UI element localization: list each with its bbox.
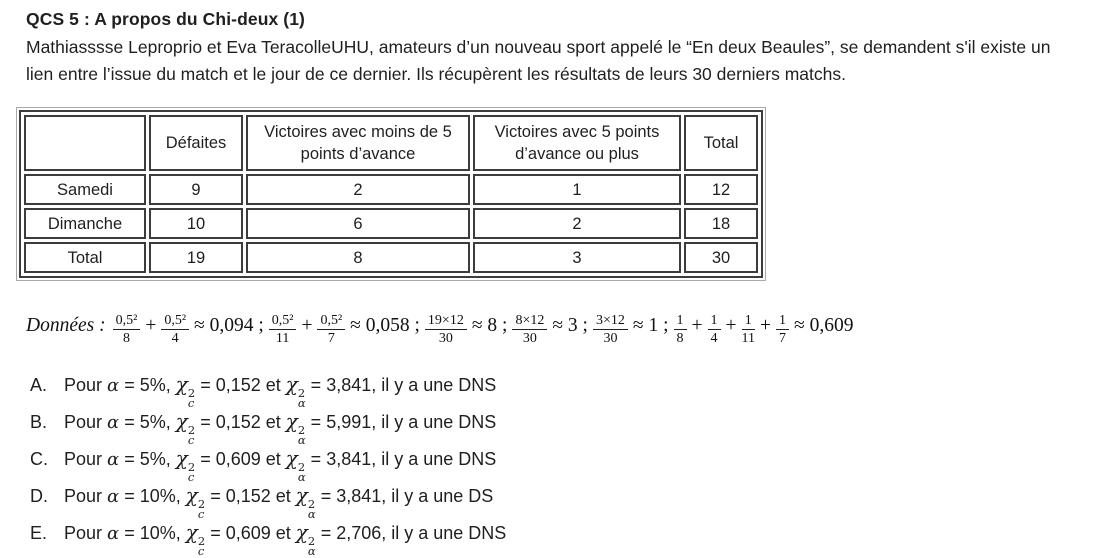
math-operator: ≈ 0,058 ; (350, 315, 420, 336)
math-operator: ≈ 0,609 (794, 315, 854, 336)
chi-squared-critical: χ 2 α (285, 372, 306, 410)
answer-option-d (26, 482, 1077, 519)
fraction: $\frac{1}{4}$ (708, 313, 721, 346)
data-formula-line (26, 313, 1077, 346)
option-conclusion: il y a une DS (391, 486, 494, 506)
table-cell: 2 (246, 174, 470, 205)
option-letter: A. (30, 375, 48, 395)
row-label: Dimanche (24, 208, 146, 239)
chi-squared-critical: χ 2 α (285, 409, 306, 447)
option-text: Pour α = 10%, χ 2 c = 0,609 et χ 2 α = 2,706, il y a une DNS (64, 520, 507, 558)
table-cell: 12 (684, 174, 758, 205)
math-operator: + (725, 315, 737, 336)
row-label: Samedi (24, 174, 146, 205)
math-operator: + (760, 315, 771, 336)
chi-squared-calculated: χ 2 c (185, 483, 206, 521)
alpha-symbol: α (107, 523, 120, 544)
option-text: Pour α = 5%, χ 2 c = 0,609 et χ 2 α = 3,841, il y a une DNS (64, 446, 497, 484)
table-cell: 10 (149, 208, 243, 239)
table-cell: 30 (684, 242, 758, 273)
fraction: $\frac{\text{0,5²}}{8}$ (113, 313, 141, 346)
contingency-table (19, 110, 763, 278)
table-header-row (24, 115, 758, 171)
math-operator: ≈ 8 ; (471, 315, 508, 336)
answer-option-c (26, 445, 1077, 482)
math-operator: + (301, 315, 313, 336)
math-operator: ≈ 3 ; (552, 315, 588, 336)
column-header-victoires-5-plus: Victoires avec 5 points d’avance ou plus (473, 115, 681, 171)
data-label: Données : (26, 315, 106, 336)
option-conclusion: il y a une DNS (391, 523, 507, 543)
option-text: Pour α = 5%, χ 2 c = 0,152 et χ 2 α = 3,841, il y a une DNS (64, 372, 497, 410)
column-header-victoires-moins-5: Victoires avec moins de 5 points d’avance (246, 115, 470, 171)
option-letter: E. (30, 523, 48, 543)
table-row-total (24, 242, 758, 273)
column-header-defaites: Défaites (149, 115, 243, 171)
answer-options (26, 371, 1077, 556)
fraction: $\frac{\text{0,5²}}{4}$ (161, 313, 189, 346)
contingency-table-frame (16, 107, 766, 281)
table-cell: 9 (149, 174, 243, 205)
chi-squared-critical: χ 2 α (295, 483, 316, 521)
corner-header-cell (24, 115, 146, 171)
fraction: $\frac{1}{7}$ (776, 313, 789, 346)
option-letter: B. (30, 412, 48, 432)
alpha-symbol: α (107, 486, 120, 507)
alpha-symbol: α (107, 412, 120, 433)
math-operator: ≈ 0,094 ; (194, 315, 264, 336)
math-operator: + (145, 315, 157, 336)
question-statement: Mathiasssse Leproprio et Eva TeracolleUHU, amateurs d’un nouveau sport appelé le “En deux Beaules”, se demandent s'il existe un lien entre l’issue du match et le jour de ce dernier. Ils récupèrent les résultats de leurs 30 derniers matchs. (26, 37, 1051, 84)
table-cell: 8 (246, 242, 470, 273)
chi-squared-critical: χ 2 α (285, 446, 306, 484)
fraction: $\frac{8\times 12}{30}$ (512, 313, 547, 346)
fraction: $\frac{3\times 12}{30}$ (593, 313, 628, 346)
alpha-symbol: α (107, 449, 120, 470)
option-letter: D. (30, 486, 48, 506)
option-text: Pour α = 5%, χ 2 c = 0,152 et χ 2 α = 5,991, il y a une DNS (64, 409, 497, 447)
alpha-symbol: α (107, 375, 120, 396)
option-conclusion: il y a une DNS (381, 412, 497, 432)
math-operator: + (691, 315, 703, 336)
chi-squared-critical: χ 2 α (295, 520, 316, 558)
table-cell: 2 (473, 208, 681, 239)
table-cell: 18 (684, 208, 758, 239)
answer-option-a (26, 371, 1077, 408)
table-cell: 6 (246, 208, 470, 239)
question-title: QCS 5 : A propos du Chi-deux (1) (26, 9, 305, 29)
table-cell: 3 (473, 242, 681, 273)
option-letter: C. (30, 449, 48, 469)
table-cell: 1 (473, 174, 681, 205)
option-text: Pour α = 10%, χ 2 c = 0,152 et χ 2 α = 3,841, il y a une DS (64, 483, 494, 521)
fraction: $\frac{\text{0,5²}}{11}$ (269, 313, 297, 346)
fraction: $\frac{1}{8}$ (674, 313, 687, 346)
table-row-samedi (24, 174, 758, 205)
chi-squared-calculated: χ 2 c (175, 446, 196, 484)
option-conclusion: il y a une DNS (381, 375, 497, 395)
table-row-dimanche (24, 208, 758, 239)
math-operator: ≈ 1 ; (632, 315, 669, 336)
chi-squared-calculated: χ 2 c (185, 520, 206, 558)
chi-squared-calculated: χ 2 c (175, 409, 196, 447)
column-header-total: Total (684, 115, 758, 171)
fraction: $\frac{1}{11}$ (741, 313, 755, 346)
option-conclusion: il y a une DNS (381, 449, 497, 469)
answer-option-b (26, 408, 1077, 445)
table-cell: 19 (149, 242, 243, 273)
fraction: $\frac{19\times 12}{30}$ (425, 313, 467, 346)
row-label: Total (24, 242, 146, 273)
answer-option-e (26, 519, 1077, 556)
formula-tokens (110, 313, 856, 346)
fraction: $\frac{\text{0,5²}}{7}$ (317, 313, 345, 346)
chi-squared-calculated: χ 2 c (175, 372, 196, 410)
